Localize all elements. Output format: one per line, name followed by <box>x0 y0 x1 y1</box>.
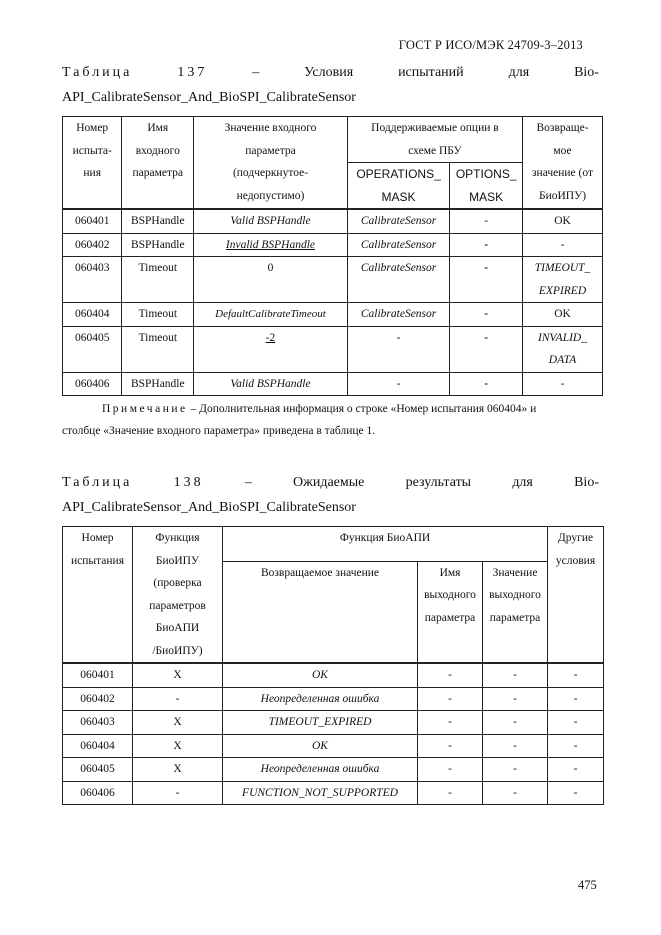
table-row: 060402 BSPHandle Invalid BSPHandle CalibrateSensor - - <box>63 233 603 257</box>
page-number: 475 <box>578 878 597 892</box>
header-out-param-value: Значение выходного параметра <box>483 561 548 663</box>
caption-word: Условия <box>304 65 354 80</box>
header-return-value: Возвращаемое значение <box>223 561 418 663</box>
caption-word: Bio- <box>574 65 599 80</box>
caption-word: 137 <box>177 65 208 80</box>
caption-word: Ожидаемые <box>293 475 365 490</box>
caption-word: для <box>512 475 533 490</box>
document-header: ГОСТ Р ИСО/МЭК 24709-3–2013 <box>398 38 583 52</box>
header-input-value: Значение входного параметра (подчеркнутое- недопустимо) <box>194 117 348 210</box>
caption-word: 138 <box>173 475 204 490</box>
header-test-number: Номер испытания <box>63 527 133 664</box>
header-operations-mask: OPERATIONS_ MASK <box>347 163 449 210</box>
note-text-continued: столбце «Значение входного параметра» приведена в таблице 1. <box>62 425 376 437</box>
table-138 <box>62 526 604 805</box>
header-supported-options: Поддерживаемые опции в схеме ПБУ <box>347 117 522 163</box>
table-row: 060401 BSPHandle Valid BSPHandle CalibrateSensor - OK <box>63 209 603 233</box>
caption-word: для <box>508 65 530 80</box>
caption-word: испытаний <box>398 65 464 80</box>
table-row: 060404 Timeout DefaultCalibrateTimeout CalibrateSensor - OK <box>63 303 603 327</box>
header-out-param-name: Имя выходного параметра <box>418 561 483 663</box>
header-other-conditions: Другие условия <box>548 527 604 664</box>
header-return-value: Возвраще- мое значение (от БиоИПУ) <box>523 117 603 210</box>
caption-word: результаты <box>405 475 472 490</box>
table-137-caption <box>62 60 599 110</box>
header-bio-api-function: Функция БиоАПИ <box>223 527 548 562</box>
caption-word: Таблица <box>62 65 133 80</box>
table-row: 060402 - Неопределенная ошибка - - - <box>63 687 604 711</box>
header-options-mask: OPTIONS_ MASK <box>450 163 523 210</box>
note-text: – Дополнительная информация о строке «Номер испытания 060404» и <box>187 403 537 415</box>
table-row: 060403 X TIMEOUT_EXPIRED - - - <box>63 711 604 735</box>
caption-function-name: API_CalibrateSensor_And_BioSPI_CalibrateSensor <box>62 500 356 515</box>
table-row: 060406 BSPHandle Valid BSPHandle - - - <box>63 372 603 396</box>
caption-word: Таблица <box>62 475 133 490</box>
note-label: Примечание <box>102 403 188 415</box>
header-param-name: Имя входного параметра <box>122 117 194 210</box>
header-bio-ipu-function: Функция БиоИПУ (проверка параметров БиоАПИ /БиоИПУ) <box>133 527 223 664</box>
table-row: 060404 X OK - - - <box>63 734 604 758</box>
table-row: 060406 - FUNCTION_NOT_SUPPORTED - - - <box>63 781 604 805</box>
table-row: 060405 X Неопределенная ошибка - - - <box>63 758 604 782</box>
table-138-caption <box>62 470 599 520</box>
table-note <box>62 398 602 442</box>
caption-function-name: API_CalibrateSensor_And_BioSPI_CalibrateSensor <box>62 90 356 105</box>
table-row: 060401 X OK - - - <box>63 663 604 687</box>
table-row: 060405 Timeout -2 - - INVALID_ DATA <box>63 326 603 372</box>
table-row: 060403 Timeout 0 CalibrateSensor - TIMEOUT_ EXPIRED <box>63 257 603 303</box>
header-test-number: Номер испыта- ния <box>63 117 122 210</box>
table-137 <box>62 116 603 396</box>
caption-word: – <box>252 65 260 80</box>
caption-word: Bio- <box>574 475 599 490</box>
caption-word: – <box>244 475 252 490</box>
